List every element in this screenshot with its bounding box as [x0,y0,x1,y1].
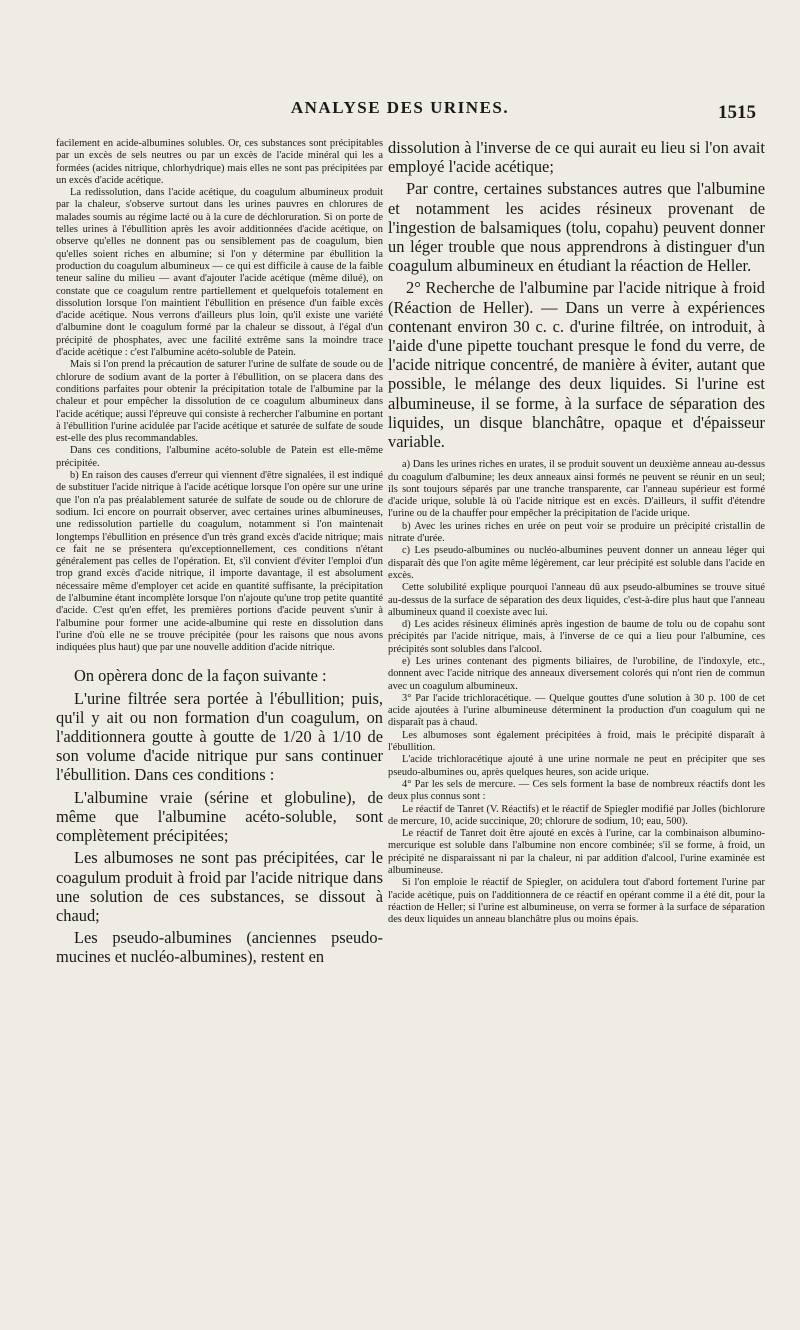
paragraph: Les pseudo-albumines (anciennes pseudo-mucines et nucléo-albumines), restent en [56,928,383,967]
paragraph: a) Dans les urines riches en urates, il se produit souvent un deuxième anneau au-dessus du coagulum d'albumine; les deux anneaux ainsi formés ne peuvent se réunir en un seul; ils sont toujours séparés par une tranche transparente, car l'anneau supérieur est formé d'acide urique, soluble là où l'acide nitrique est en excès. D'ailleurs, il suffit d'étendre l'urine ou de la chauffer pour empêcher la précipitation de l'acide urique. [388,459,765,520]
paragraph: Par contre, certaines substances autres que l'albumine et notamment les acides résineux provenant de l'ingestion de balsamiques (tolu, copahu) peuvent donner un léger trouble que nous apprendrons à distinguer d'un coagulum albumineux en étudiant la réaction de Heller. [388,179,765,276]
paragraph: L'albumine vraie (sérine et globuline), de même que l'albumine acéto-soluble, sont complètement précipitées; [56,787,383,846]
paragraph: dissolution à l'inverse de ce qui aurait eu lieu si l'on avait employé l'acide acétique; [388,138,765,177]
paragraph: Cette solubilité explique pourquoi l'anneau dû aux pseudo-albumines se trouve situé au-dessus de la surface de séparation des deux liquides, c'est-à-dire plus haut que l'anneau albumineux quand il coexiste avec lui. [388,582,765,618]
running-title: ANALYSE DES URINES. [290,98,510,117]
paragraph: Le réactif de Tanret doit être ajouté en excès à l'urine, car la combinaison albumino-mercurique est soluble dans l'albumine non encore combinée; s'il se forme, à froid, un précipité ne disparaissant ni par la chaleur, ni par addition d'alcool, l'urine examinée est albumineuse. [388,828,765,877]
paragraph: L'acide trichloracétique ajouté à une urine normale ne peut en précipiter que ses pseudo-albumines ou, après quelques heures, son acide urique. [388,754,765,778]
running-header [0,98,800,128]
paragraph: d) Les acides résineux éliminés après ingestion de baume de tolu ou de copahu sont précipités par l'acide nitrique, mais, à l'inverse de ce qui a lieu pour l'albumine, ces précipités sont solubles dans l'alcool. [388,619,765,655]
paragraph: c) Les pseudo-albumines ou nucléo-albumines peuvent donner un anneau léger qui disparaît dès que l'on agite même légèrement, car leur précipité est soluble dans l'acide en excès. [388,545,765,581]
paragraph: On opèrera donc de la façon suivante : [74,666,327,686]
paragraph: 4° Par les sels de mercure. — Ces sels forment la base de nombreux réactifs dont les deux plus connus sont : [388,778,765,803]
paragraph: Les albumoses ne sont pas précipitées, car le coagulum produit à froid par l'acide nitrique dans une solution de ces substances, se dissout à chaud; [56,848,383,925]
paragraph: 2° Recherche de l'albumine par l'acide nitrique à froid (Réaction de Heller). — Dans un verre à expériences contenant environ 30 c. c. d'urine filtrée, on introduit, à l'aide d'une pipette touchant presque le fond du verre, de l'acide nitrique concentré, de manière à éviter, autant que possible, le mélange des deux liquides. Si l'urine est albumineuse, il se forme, à la surface de séparation des liquides, un disque blanchâtre, opaque et d'épaisseur variable. [388,278,765,452]
paragraph: 3° Par l'acide trichloracétique. — Quelque gouttes d'une solution à 30 p. 100 de cet acide ajoutées à l'urine albumineuse déterminent la production d'un coagulum qui ne disparaît pas à chaud. [388,692,765,729]
paragraph: Le réactif de Tanret (V. Réactifs) et le réactif de Spiegler modifié par Jolles (bichlorure de mercure, 10, acide succinique, 20; chlorure de sodium, 10; eau, 500). [388,803,765,827]
right-column [388,138,765,1310]
paragraph: La redissolution, dans l'acide acétique, du coagulum albumineux produit par la chaleur, s'observe surtout dans les urines pauvres en chlorures de malades soumis au régime lacté ou à la cure de déchloruration. Si on porte de telles urines à l'ébullition après les avoir additionnées d'acide acétique, on observe qu'elles ne donnent pas ou sensiblement pas de coagulum, bien qu'elles soient riches en albumine; si l'on y détermine par ébullition la production du coagulum albumineux — ce qui est difficile à cause de la faible teneur saline du milieu — avant d'ajouter l'acide acétique (même dilué), on constate que ce coagulum rentre partiellement et quelquefois totalement en dissolution lorsque l'on maintient l'ébullition en présence d'un faible excès d'acide acétique. Nous verrons d'ailleurs plus loin, qu'il existe une variété d'albumine dont le coagulum formé par la chaleur se dissout, à l'égal d'un précipité de phosphates, avec une facilité extrême sans la moindre trace d'acide acétique : c'est l'albumine acéto-soluble de Patein. [56,187,383,359]
paragraph: e) Les urines contenant des pigments biliaires, de l'urobiline, de l'indoxyle, etc., donnent avec l'acide nitrique des anneaux diversement colorés qui n'ont rien de commun avec un coagulum albumineux. [388,656,765,692]
paragraph: Dans ces conditions, l'albumine acéto-soluble de Patein est elle-même précipitée. [56,445,383,469]
paragraph: b) Avec les urines riches en urée on peut voir se produire un précipité cristallin de nitrate d'urée. [388,520,765,545]
paragraph: b) En raison des causes d'erreur qui viennent d'être signalées, il est indiqué de substituer l'acide nitrique à l'acide acétique lorsque l'on opère sur une urine que l'on n'a pas préalablement saturée de sulfate de soude ou de chlorure de sodium. Ici encore on pourrait observer, avec certaines urines albumineuses, une redissolution partielle du coagulum, notamment si l'on maintenait longtemps l'ébullition en présence d'un très grand excès d'acide nitrique; mais ce fait ne se présentera qu'exceptionnellement, ces conditions n'étant généralement pas celles de l'opération. Et, s'il convient d'éviter l'emploi d'un trop grand excès d'acide nitrique, il importe davantage, il est absolument nécessaire même d'employer cet acide en quantité suffisante, la précipitation de l'albumine étant incomplète lorsque l'on n'ajoute qu'une trop petite quantité d'acide. C'est qu'en effet, les premières portions d'acide peuvent s'unir à l'albumine pour former une acide-albumine qui reste en dissolution dans l'urine d'où elle ne se trouve précipitée (pour les raisons que nous avons indiquées plus haut) que par une nouvelle addition d'acide nitrique. [56,470,383,654]
paragraph: facilement en acide-albumines solubles. Or, ces substances sont précipitables par un excès de sels neutres ou par un excès de l'acide minéral qui les a formées (acides nitrique, chlorhydrique) mais elles ne sont pas précipitées par un excès d'acide acétique. [56,138,383,186]
page-number: 1515 [718,102,756,123]
paragraph: L'urine filtrée sera portée à l'ébullition; puis, qu'il y ait ou non formation d'un coagulum, on l'additionnera goutte à goutte de 1/20 à 1/10 de son volume d'acide nitrique pur sans continuer l'ébullition. Dans ces conditions : [56,688,383,785]
left-column [56,138,383,1310]
paragraph: Les albumoses sont également précipitées à froid, mais le précipité disparaît à l'ébullition. [388,729,765,754]
paragraph: Si l'on emploie le réactif de Spiegler, on acidulera tout d'abord fortement l'urine par l'acide acétique, puis on l'additionnera de ce réactif en opérant comme il a été dit, pour la réaction de Heller; si l'urine est albumineuse, on verra se former à la surface de séparation des deux liquides un anneau blanchâtre plus ou moins épais. [388,877,765,926]
paragraph: Mais si l'on prend la précaution de saturer l'urine de sulfate de soude ou de chlorure de sodium avant de la porter à l'ébullition, on se placera dans des conditions parfaites pour obtenir la précipitation totale de l'albumine par la chaleur et pour empêcher la dissolution de ce coagulum albumineux dans l'acide acétique; aussi l'épreuve qui consiste à rechercher l'albumine en portant à l'ébullition l'urine acidulée par l'acide acétique et saturée de sulfate de soude est-elle des plus recommandables. [56,359,383,445]
